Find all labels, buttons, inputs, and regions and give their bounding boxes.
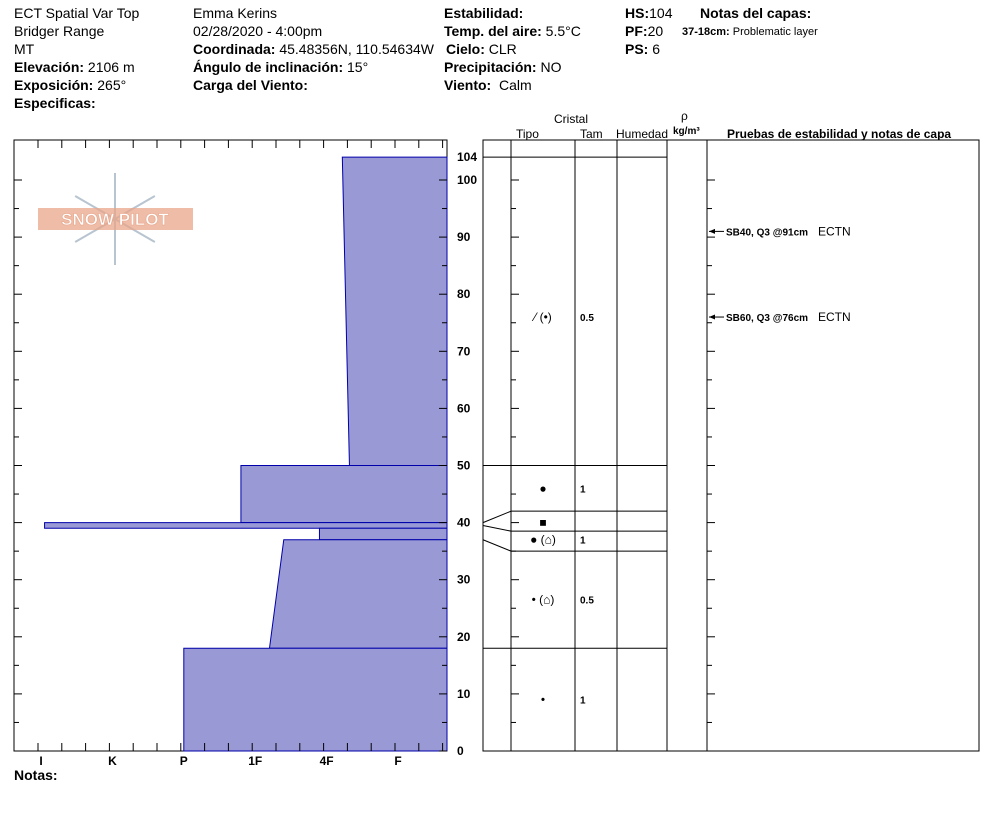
range: Bridger Range bbox=[14, 23, 105, 39]
y-tick-label: 40 bbox=[457, 515, 471, 530]
grain-type-symbol: ● (⌂) bbox=[530, 532, 556, 547]
grain-size: 1 bbox=[580, 484, 586, 496]
x-tick-label: F bbox=[394, 754, 402, 768]
snowpilot-logo bbox=[38, 173, 193, 265]
pf: PF:20 bbox=[625, 23, 664, 39]
y-tick-label: 60 bbox=[457, 401, 471, 416]
datetime: 02/28/2020 - 4:00pm bbox=[193, 23, 323, 39]
hardness-layer-3 bbox=[319, 528, 447, 539]
wind: Viento: Calm bbox=[444, 77, 532, 93]
test-result: ECTN bbox=[818, 310, 851, 325]
x-tick-label: K bbox=[108, 754, 117, 768]
y-tick-label: 0 bbox=[457, 744, 464, 758]
col-cristal: Cristal bbox=[554, 112, 589, 126]
y-tick-label: 10 bbox=[457, 686, 471, 701]
grain-type-symbol: ● bbox=[539, 481, 547, 496]
hardness-layer-4 bbox=[269, 540, 447, 648]
elevation: Elevación: 2106 m bbox=[14, 59, 135, 75]
layer-boundary-angled bbox=[483, 511, 511, 522]
grain-type-symbol: ■ bbox=[539, 515, 547, 530]
precip: Precipitación: NO bbox=[444, 59, 562, 75]
hardness-layer-2 bbox=[45, 523, 447, 529]
specifics-label: Especificas: bbox=[14, 95, 96, 111]
pit-title: ECT Spatial Var Top bbox=[14, 5, 140, 21]
test-result: ECTN bbox=[818, 224, 851, 239]
test-arrowhead bbox=[709, 229, 715, 234]
grain-type-symbol: • bbox=[540, 692, 546, 707]
stability-label: Estabilidad: bbox=[444, 5, 524, 21]
y-tick-label: 50 bbox=[457, 458, 471, 473]
x-tick-label: 4F bbox=[319, 754, 334, 768]
y-tick-label: 20 bbox=[457, 629, 471, 644]
col-humedad: Humedad bbox=[616, 127, 669, 141]
grain-size: 0.5 bbox=[580, 313, 594, 325]
y-tick-label: 70 bbox=[457, 344, 471, 359]
col-tests: Pruebas de estabilidad y notas de capa bbox=[727, 127, 952, 141]
layer-note: 37-18cm: Problematic layer bbox=[682, 26, 818, 38]
x-tick-label: I bbox=[39, 754, 43, 768]
incline: Ángulo de inclinación: 15° bbox=[193, 59, 369, 75]
air-temp: Temp. del aire: 5.5°C bbox=[444, 23, 581, 39]
grain-size: 0.5 bbox=[580, 595, 594, 607]
observer: Emma Kerins bbox=[193, 5, 278, 21]
grain-size: 1 bbox=[580, 695, 586, 707]
y-tick-label: 90 bbox=[457, 230, 471, 245]
col-tam: Tam bbox=[580, 127, 603, 141]
test-text: SB60, Q3 @76cm bbox=[726, 313, 809, 325]
x-tick-label: P bbox=[179, 754, 188, 768]
col-tipo: Tipo bbox=[516, 127, 539, 141]
col-density-unit: kg/m³ bbox=[673, 126, 700, 137]
hardness-layer-0 bbox=[342, 157, 447, 465]
state: MT bbox=[14, 41, 35, 57]
x-tick-label: 1F bbox=[248, 754, 263, 768]
grain-size: 1 bbox=[580, 535, 586, 547]
test-arrowhead bbox=[709, 315, 715, 320]
hardness-layer-1 bbox=[241, 466, 447, 523]
aspect: Exposición: 265° bbox=[14, 77, 127, 93]
y-tick-label: 104 bbox=[457, 150, 478, 165]
test-text: SB40, Q3 @91cm bbox=[726, 227, 809, 239]
layer-notes-label: Notas del capas: bbox=[700, 5, 812, 21]
grain-type-symbol: • (⌂) bbox=[531, 592, 555, 607]
logo-text: SNOW PILOT bbox=[61, 210, 169, 229]
col-rho: ρ bbox=[681, 109, 688, 123]
y-tick-label: 80 bbox=[457, 287, 471, 302]
y-tick-label: 30 bbox=[457, 572, 471, 587]
notes-label: Notas: bbox=[14, 767, 58, 783]
hardness-layer-5 bbox=[184, 648, 447, 751]
grain-type-symbol: ⁄ (•) bbox=[534, 310, 552, 325]
sky: Cielo: CLR bbox=[446, 41, 517, 57]
coordinate: Coordinada: 45.48356N, 110.54634W bbox=[193, 41, 434, 57]
hs: HS:104 bbox=[625, 5, 673, 21]
layer-boundary-angled bbox=[483, 525, 511, 531]
windload-label: Carga del Viento: bbox=[193, 77, 308, 93]
y-tick-label: 100 bbox=[457, 173, 478, 187]
ps: PS: 6 bbox=[625, 41, 661, 57]
layer-boundary-angled bbox=[483, 540, 511, 551]
